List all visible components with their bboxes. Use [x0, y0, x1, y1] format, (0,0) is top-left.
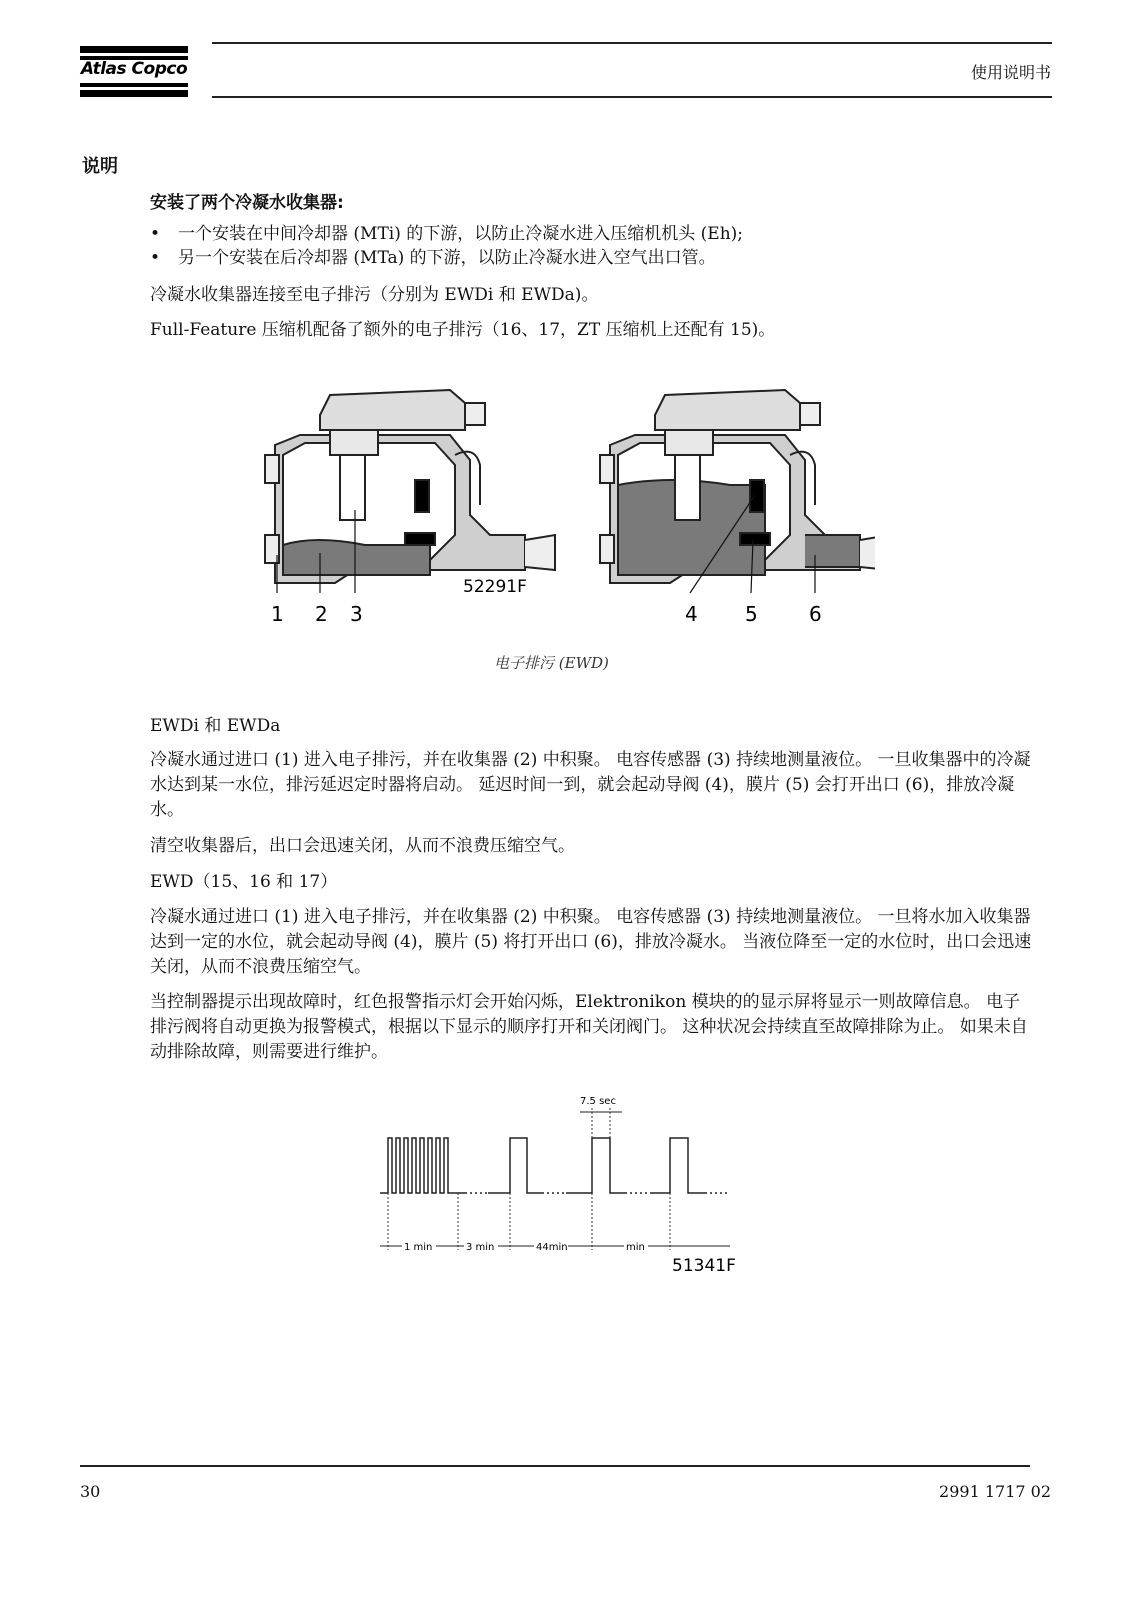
interval-label-3: 44min: [536, 1242, 568, 1253]
paragraph-1: 冷凝水收集器连接至电子排污（分别为 EWDi 和 EWDa)。: [150, 285, 599, 305]
ewdi-heading: EWDi 和 EWDa: [150, 716, 281, 736]
header-rule-bottom: [212, 96, 1052, 98]
ewd-right-drawing: [600, 390, 875, 583]
pulse-2: [488, 1138, 542, 1193]
ewd-left-drawing: [265, 390, 555, 583]
page-number: 30: [80, 1482, 101, 1501]
pulse-train: [380, 1138, 465, 1193]
subtitle: 安装了两个冷凝水收集器:: [150, 193, 344, 213]
footer-rule: [80, 1465, 1030, 1467]
bullet-text: 一个安装在中间冷却器 (MTi) 的下游，以防止冷凝水进入压缩机机头 (Eh);: [178, 224, 744, 244]
interval-label-4: min: [626, 1242, 645, 1253]
section-title: 说明: [82, 156, 118, 177]
header-title: 使用说明书: [970, 63, 1051, 82]
logo-text: Atlas Copco: [80, 59, 188, 79]
ewdi-paragraph-2: 清空收集器后，出口会迅速关闭，从而不浪费压缩空气。: [150, 836, 575, 856]
bullet-item: • 另一个安装在后冷却器 (MTa) 的下游，以防止冷凝水进入空气出口管。: [150, 248, 716, 268]
alarm-timing-diagram: [370, 1090, 750, 1280]
header-rule-top: [212, 42, 1052, 44]
alarm-paragraph: 当控制器提示出现故障时，红色报警指示灯会开始闪烁，Elektronikon 模块的的显示屏将显示一则故障信息。 电子排污阀将自动更换为报警模式，根据以下显示的顺序打开和关闭阀门。 这种状况会持续直至故障排除为止。 如果未自动排除故障，则需要进行维护。: [150, 992, 1028, 1062]
ewdi-paragraph: 冷凝水通过进口 (1) 进入电子排污，并在收集器 (2) 中积聚。 电容传感器 (3) 持续地测量液位。 一旦收集器中的冷凝水达到某一水位，排污延迟定时器将启动。 延迟时间一到，就会起动导阀 (4)，膜片 (5) 会打开出口 (6)，排放冷凝水。: [150, 750, 1031, 820]
figure1-caption: 电子排污 (EWD): [494, 654, 609, 672]
pulse-4: [650, 1138, 705, 1193]
document-number: 2991 1717 02: [939, 1482, 1051, 1501]
figure2-code: 51341F: [672, 1256, 736, 1276]
bullet-item: • 一个安装在中间冷却器 (MTi) 的下游，以防止冷凝水进入压缩机机头 (Eh);: [150, 224, 744, 244]
callout-6: 6: [809, 602, 822, 626]
atlas-copco-logo: [80, 46, 188, 98]
callout-3: 3: [350, 602, 363, 626]
callout-1: 1: [271, 602, 284, 626]
bullet-text: 另一个安装在后冷却器 (MTa) 的下游，以防止冷凝水进入空气出口管。: [178, 248, 716, 268]
pulse-duration-label: 7.5 sec: [580, 1096, 616, 1107]
ewd-paragraph: 冷凝水通过进口 (1) 进入电子排污，并在收集器 (2) 中积聚。 电容传感器 (3) 持续地测量液位。 一旦将水加入收集器达到一定的水位，就会起动导阀 (4)，膜片 (5) 将打开出口 (6)，排放冷凝水。 当液位降至一定的水位时，出口会迅速关闭，从而不浪费压缩空气。: [150, 907, 1032, 977]
paragraph-2: Full-Feature 压缩机配备了额外的电子排污（16、17，ZT 压缩机上还配有 15)。: [150, 320, 776, 340]
ewd-heading: EWD（15、16 和 17）: [150, 872, 338, 892]
figure1-code: 52291F: [463, 577, 527, 597]
ewd-cross-section-figure: [255, 385, 875, 635]
callout-4: 4: [685, 602, 698, 626]
interval-label-2: 3 min: [466, 1242, 495, 1253]
callout-2: 2: [315, 602, 328, 626]
callout-5: 5: [745, 602, 758, 626]
pulse-3: [566, 1138, 625, 1193]
interval-label-1: 1 min: [404, 1242, 433, 1253]
